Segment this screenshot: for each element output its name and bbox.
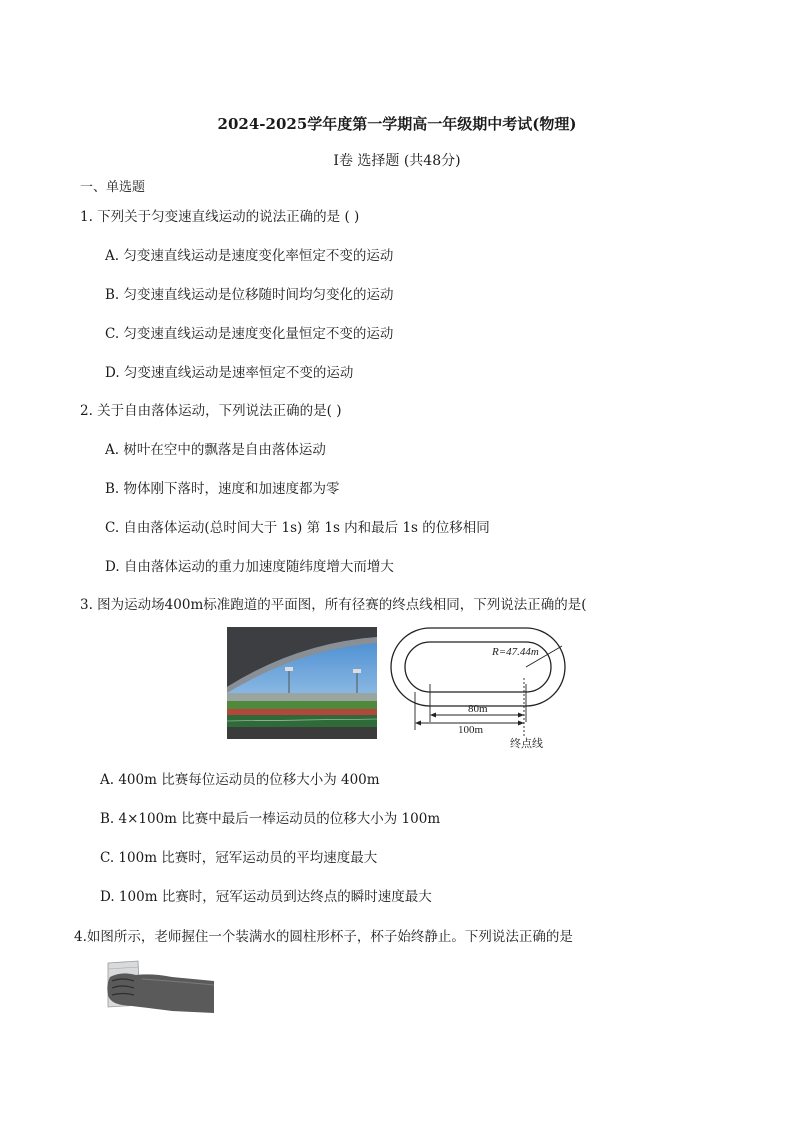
question-3-option-c: C. 100m 比赛时，冠军运动员的平均速度最大 — [100, 850, 378, 866]
exam-title: 2024-2025学年度第一学期高一年级期中考试(物理) — [217, 115, 577, 133]
question-2-option-d: D. 自由落体运动的重力加速度随纬度增大而增大 — [105, 559, 394, 575]
question-2-stem: 2. 关于自由落体运动，下列说法正确的是( ) — [80, 403, 342, 419]
track-diagram-graphic — [388, 622, 578, 750]
question-1-option-a: A. 匀变速直线运动是速度变化率恒定不变的运动 — [105, 248, 394, 264]
question-3-stem: 3. 图为运动场400m标准跑道的平面图，所有径赛的终点线相同，下列说法正确的是( — [80, 597, 587, 613]
question-1-option-b: B. 匀变速直线运动是位移随时间均匀变化的运动 — [105, 287, 394, 303]
exam-subtitle: Ⅰ卷 选择题 (共48分) — [333, 153, 461, 169]
question-2-option-c: C. 自由落体运动(总时间大于 1s) 第 1s 内和最后 1s 的位移相同 — [105, 520, 490, 536]
radius-label: R=47.44m — [492, 646, 539, 658]
question-1-option-c: C. 匀变速直线运动是速度变化量恒定不变的运动 — [105, 326, 394, 342]
question-3-option-a: A. 400m 比赛每位运动员的位移大小为 400m — [100, 772, 380, 788]
stadium-photo-graphic — [227, 627, 377, 739]
hand-holding-cup-photo — [102, 955, 217, 1015]
finish-line-label: 终点线 — [510, 737, 543, 750]
track-diagram — [388, 622, 578, 750]
question-3-option-b: B. 4×100m 比赛中最后一棒运动员的位移大小为 100m — [100, 811, 441, 827]
question-1-option-d: D. 匀变速直线运动是速率恒定不变的运动 — [105, 365, 354, 381]
question-2-option-b: B. 物体刚下落时，速度和加速度都为零 — [105, 481, 340, 497]
outer-distance-label: 100m — [458, 724, 484, 736]
section-heading: 一、单选题 — [80, 180, 146, 195]
inner-distance-label: 80m — [468, 703, 488, 715]
question-1-stem: 1. 下列关于匀变速直线运动的说法正确的是 ( ) — [80, 209, 360, 225]
question-2-option-a: A. 树叶在空中的飘落是自由落体运动 — [105, 442, 326, 458]
question-4-stem: 4.如图所示，老师握住一个装满水的圆柱形杯子，杯子始终静止。下列说法正确的是 — [74, 929, 573, 945]
stadium-photo — [227, 627, 377, 739]
question-3-option-d: D. 100m 比赛时，冠军运动员到达终点的瞬时速度最大 — [100, 889, 432, 905]
hand-holding-cup-graphic — [102, 955, 217, 1015]
